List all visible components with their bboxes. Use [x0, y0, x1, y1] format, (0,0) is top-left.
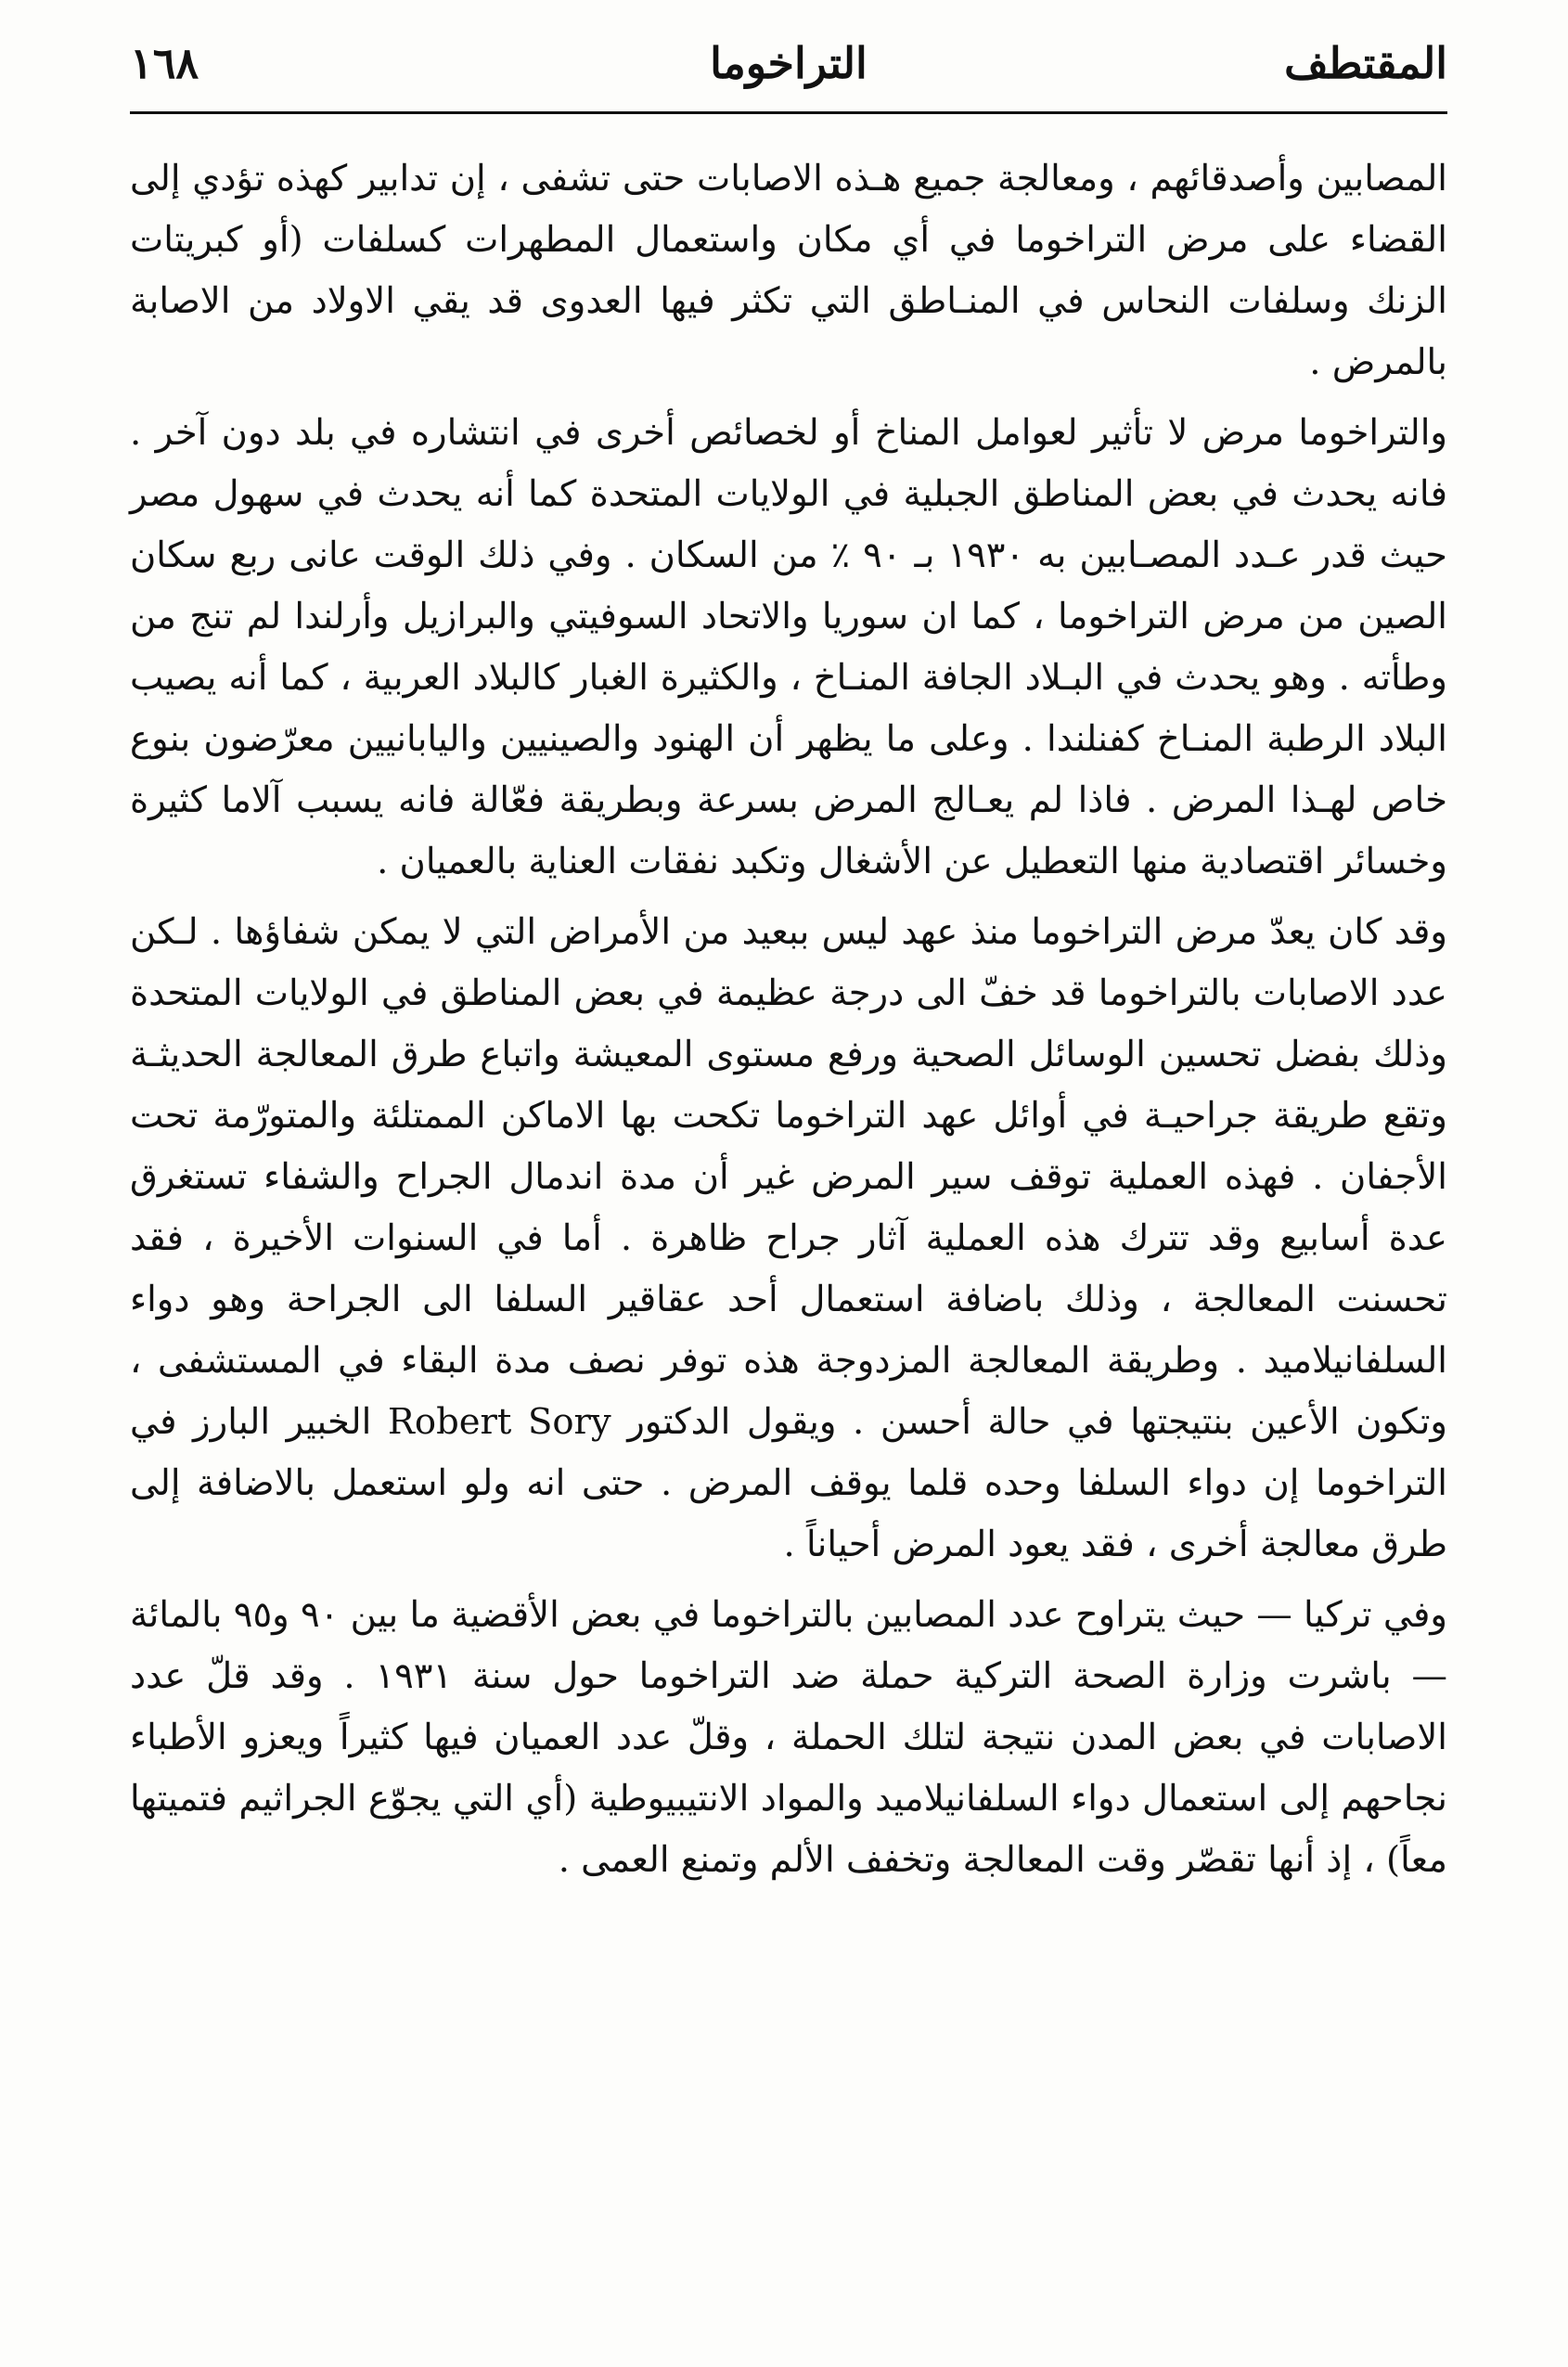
paragraph-2: والتراخوما مرض لا تأثير لعوامل المناخ أو لخصائص أخرى في انتشاره في بلد دون آخر . فانه يحدث في بعض المناطق الجبلية في الولايات المتحدة كما أنه يحدث في سهول مصر حيث قدر عـدد المصـابين به ١٩٣٠ بـ ٩٠ ٪ من السكان . وفي ذلك الوقت عانى ربع سكان الصين من مرض التراخوما ، كما ان سوريا والاتحاد السوفيتي والبرازيل وأرلندا لم تنج من وطأته . وهو يحدث في البـلاد الجافة المنـاخ ، والكثيرة الغبار كالبلاد العربية ، كما أنه يصيب البلاد الرطبة المنـاخ كفنلندا . وعلى ما يظهر أن الهنود والصينيين واليابانيين معرّضون بنوع خاص لهـذا المرض . فاذا لم يعـالج المرض بسرعة وبطريقة فعّالة فانه يسبب آلاما كثيرة وخسائر اقتصادية منها التعطيل عن الأشغال وتكبد نفقات العناية بالعميان .	[130, 412, 1447, 882]
page-header	[130, 30, 1447, 96]
journal-name: المقتطف	[1284, 38, 1447, 88]
header-rule	[130, 111, 1447, 114]
running-title: التراخوما	[710, 38, 868, 88]
paragraph-3: وقد كان يعدّ مرض التراخوما منذ عهد ليس ببعيد من الأمراض التي لا يمكن شفاؤها . لـكن عدد الاصابات بالتراخوما قد خفّ الى درجة عظيمة في بعض المناطق في الولايات المتحدة وذلك بفضل تحسين الوسائل الصحية ورفع مستوى المعيشة واتباع طرق المعالجة الحديثـة وتقع طريقة جراحيـة في أوائل عهد التراخوما تكحت بها الاماكن الممتلئة والمتورّمة تحت الأجفان . فهذه العملية توقف سير المرض غير أن مدة اندمال الجراح والشفاء تستغرق عدة أسابيع وقد تترك هذه العملية آثار جراح ظاهرة . أما في السنوات الأخيرة ، فقد تحسنت المعالجة ، وذلك باضافة استعمال أحد عقاقير السلفا الى الجراحة وهو دواء السلفانيلاميد . وطريقة المعالجة المزدوجة هذه توفر نصف مدة البقاء في المستشفى ، وتكون الأعين بنتيجتها في حالة أحسن . ويقول الدكتور Robert Sory الخبير البارز في التراخوما إن دواء السلفا وحده قلما يوقف المرض . حتى انه ولو استعمل بالاضافة إلى طرق معالجة أخرى ، فقد يعود المرض أحياناً .	[130, 911, 1447, 1565]
paragraph-1: المصابين وأصدقائهم ، ومعالجة جميع هـذه الاصابات حتى تشفى ، إن تدابير كهذه تؤدي إلى القضاء على مرض التراخوما في أي مكان واستعمال المطهرات كسلفات (أو كبريتات الزنك وسلفات النحاس في المنـاطق التي تكثر فيها العدوى قد يقي الاولاد من الاصابة بالمرض .	[130, 158, 1447, 383]
article-body	[130, 148, 1447, 1900]
paragraph-4: وفي تركيا — حيث يتراوح عدد المصابين بالتراخوما في بعض الأقضية ما بين ٩٠ و٩٥ بالمائة — باشرت وزارة الصحة التركية حملة ضد التراخوما حول سنة ١٩٣١ . وقد قلّ عدد الاصابات في بعض المدن نتيجة لتلك الحملة ، وقلّ عدد العميان فيها كثيراً ويعزو الأطباء نجاحهم إلى استعمال دواء السلفانيلاميد والمواد الانتيبيوطية (أي التي يجوّع الجراثيم فتميتها معاً) ، إذ أنها تقصّر وقت المعالجة وتخفف الألم وتمنع العمى .	[130, 1594, 1447, 1881]
page-number: ١٦٨	[130, 38, 199, 88]
